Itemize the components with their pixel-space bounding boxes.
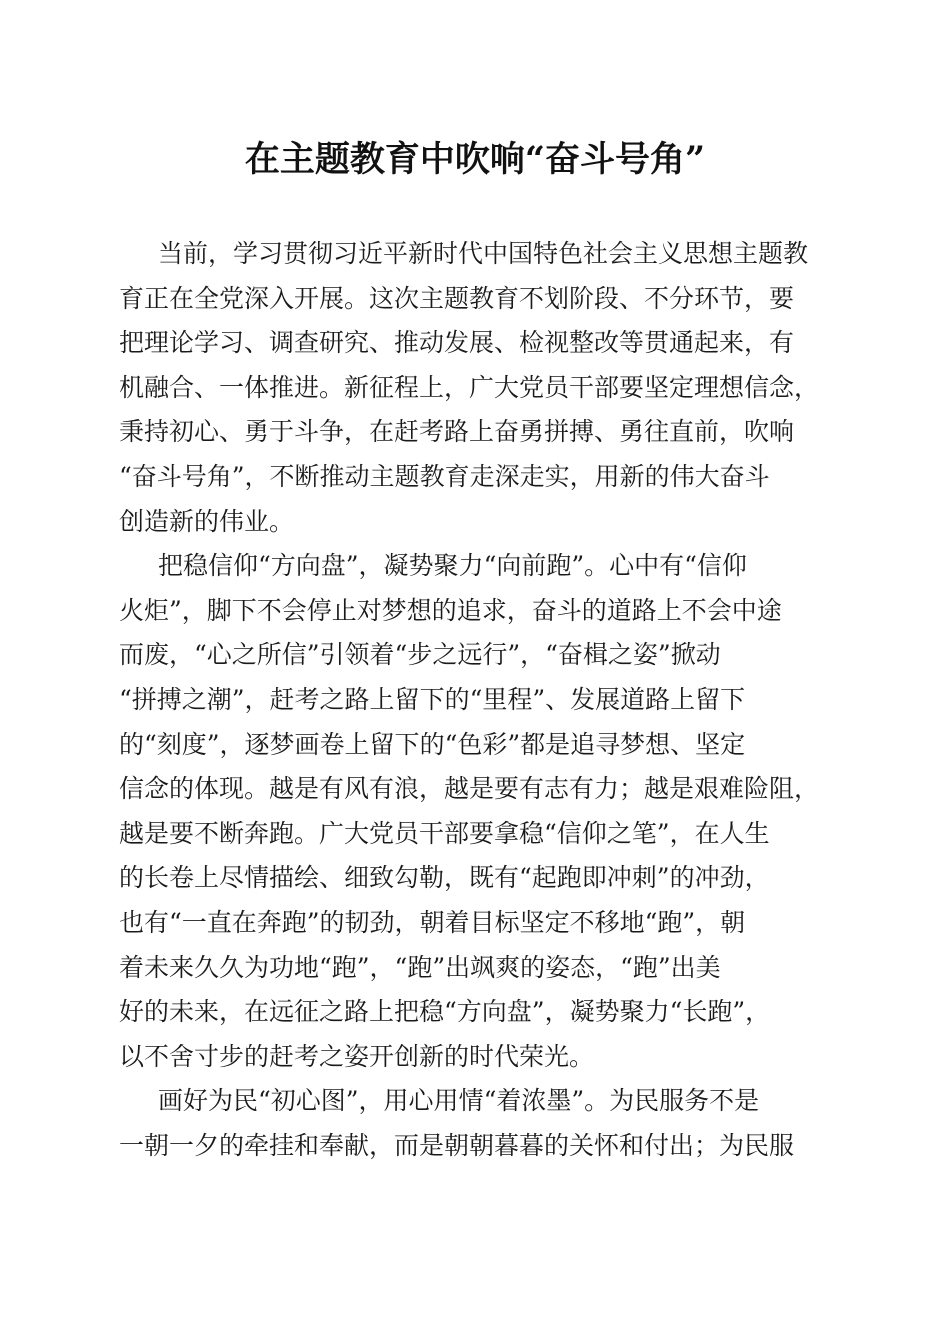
text-line: 而废，“心之所信”引领着“步之远行”，“奋楫之姿”掀动 [119,640,721,670]
text-line: 的“刻度”，逐梦画卷上留下的“色彩”都是追寻梦想、坚定 [119,729,746,759]
paragraph-3 [119,1079,837,1168]
text-line: 也有“一直在奔跑”的韧劲，朝着目标坚定不移地“跑”，朝 [119,907,746,937]
text-line: 信念的体现。越是有风有浪，越是要有志有力；越是艰难险阻， [119,774,820,804]
text-line: 着未来久久为功地“跑”，“跑”出飒爽的姿态，“跑”出美 [119,952,721,982]
paragraph-1 [119,232,837,544]
text-line: 秉持初心、勇于斗争，在赶考路上奋勇拼搏、勇往直前，吹响 [119,417,795,447]
text-line: 火炬”，脚下不会停止对梦想的追求，奋斗的道路上不会中途 [119,595,782,625]
text-line: 一朝一夕的牵挂和奉献，而是朝朝暮暮的关怀和付出；为民服 [119,1130,795,1160]
text-line: “拼搏之潮”，赶考之路上留下的“里程”、发展道路上留下 [119,684,746,714]
text-line: 好的未来，在远征之路上把稳“方向盘”，凝势聚力“长跑”， [119,997,771,1027]
text-line: 当前，学习贯彻习近平新时代中国特色社会主义思想主题教 [158,239,809,268]
paragraph-2 [119,544,837,1079]
text-line: 机融合、一体推进。新征程上，广大党员干部要坚定理想信念， [119,372,820,402]
text-line: 育正在全党深入开展。这次主题教育不划阶段、不分环节，要 [119,283,795,313]
document-title: 在主题教育中吹响“奋斗号角” [244,139,706,180]
document-body [119,232,837,1168]
text-line: 把稳信仰“方向盘”，凝势聚力“向前跑”。心中有“信仰 [158,551,747,581]
text-line: 把理论学习、调查研究、推动发展、检视整改等贯通起来，有 [119,328,795,358]
text-line: 以不舍寸步的赶考之姿开创新的时代荣光。 [119,1041,595,1071]
text-line: 画好为民“初心图”，用心用情“着浓墨”。为民服务不是 [158,1086,760,1116]
text-line: 创造新的伟业。 [119,506,295,536]
text-line: 的长卷上尽情描绘、细致勾勒，既有“起跑即冲刺”的冲劲， [119,863,770,893]
text-line: 越是要不断奔跑。广大党员干部要拿稳“信仰之笔”，在人生 [119,818,770,848]
text-line: “奋斗号角”，不断推动主题教育走深走实，用新的伟大奋斗 [119,461,770,491]
